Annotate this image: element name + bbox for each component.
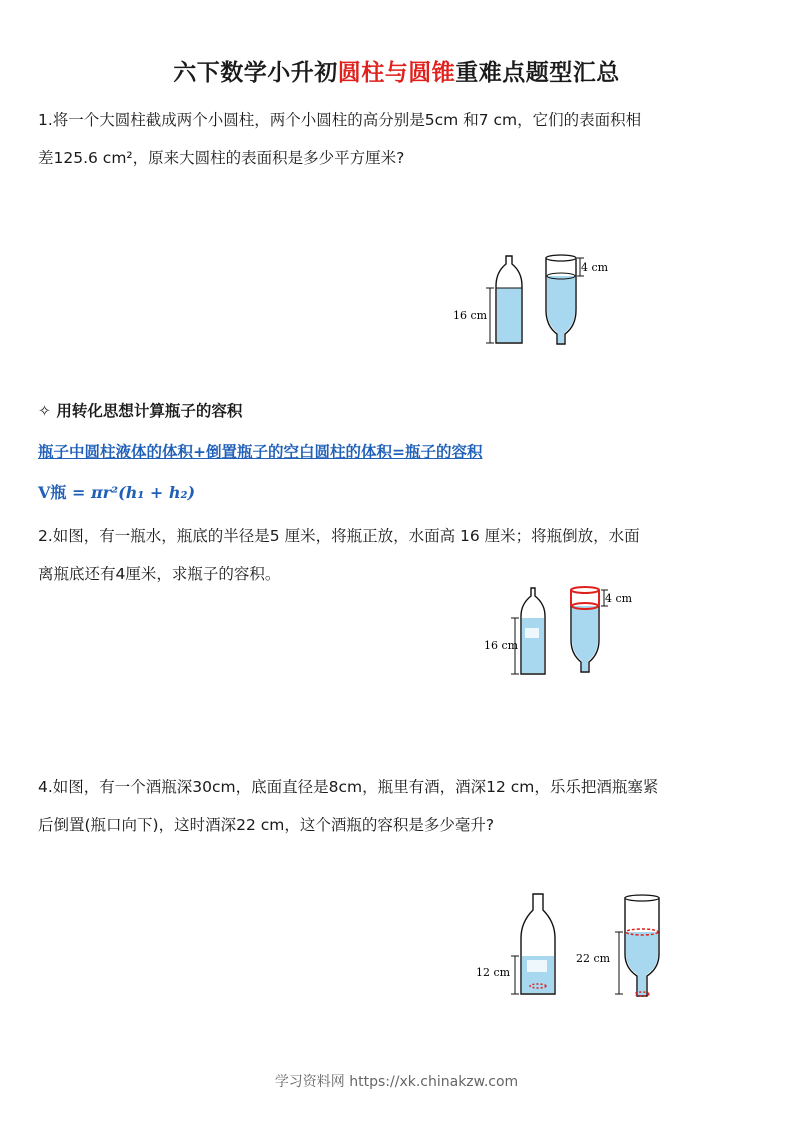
figure-2-gap-label: 4 cm bbox=[605, 592, 633, 605]
figure-2-height-label: 16 cm bbox=[484, 639, 519, 652]
inverted-water bbox=[572, 606, 598, 671]
inverted-water bbox=[547, 276, 575, 343]
question-4-line-2: 后倒置(瓶口向下)，这时酒深22 cm，这个酒瓶的容积是多少毫升? bbox=[38, 816, 495, 834]
inverted-wine bbox=[626, 932, 658, 995]
question-2-line-1: 2.如图，有一瓶水，瓶底的半径是5 厘米，将瓶正放，水面高 16 厘米；将瓶倒放，水面 bbox=[38, 527, 640, 545]
question-4 bbox=[38, 768, 758, 844]
upright-water bbox=[497, 288, 521, 342]
figure-4-height-label: 12 cm bbox=[476, 966, 511, 979]
question-2 bbox=[38, 517, 758, 593]
method-heading: ✧ 用转化思想计算瓶子的容积 bbox=[38, 402, 243, 420]
formula-math: = πr²(h₁ + h₂) bbox=[66, 483, 196, 502]
figure-1-gap-label: 4 cm bbox=[581, 261, 609, 274]
question-1 bbox=[38, 101, 758, 177]
figure-2-bottles bbox=[483, 582, 643, 682]
formula-label: V瓶 bbox=[38, 483, 67, 502]
question-1-line-1: 1.将一个大圆柱截成两个小圆柱，两个小圆柱的高分别是5cm 和7 cm，它们的表面积相 bbox=[38, 111, 642, 129]
title-highlight: 圆柱与圆锥 bbox=[337, 60, 456, 86]
question-2-line-2: 离瓶底还有4厘米，求瓶子的容积。 bbox=[38, 565, 281, 583]
figure-4-bottles bbox=[473, 890, 673, 1002]
figure-4-inverted-label: 22 cm bbox=[576, 952, 611, 965]
question-4-line-1: 4.如图，有一个酒瓶深30cm，底面直径是8cm，瓶里有酒，酒深12 cm，乐乐把酒瓶塞紧 bbox=[38, 778, 659, 796]
footer-watermark: 学习资料网 https://xk.chinakzw.com bbox=[274, 1074, 519, 1090]
figure-1-height-label: 16 cm bbox=[453, 309, 488, 322]
page-title: 六下数学小升初圆柱与圆锥重难点题型汇总 bbox=[173, 60, 620, 86]
upright-water bbox=[522, 618, 544, 673]
method-formula bbox=[38, 480, 195, 503]
red-top-rim bbox=[571, 587, 599, 593]
figure-1-bottles bbox=[450, 248, 620, 352]
method-formula-text: 瓶子中圆柱液体的体积+倒置瓶子的空白圆柱的体积=瓶子的容积 bbox=[38, 443, 483, 461]
question-1-line-2: 差125.6 cm²，原来大圆柱的表面积是多少平方厘米? bbox=[38, 149, 405, 167]
